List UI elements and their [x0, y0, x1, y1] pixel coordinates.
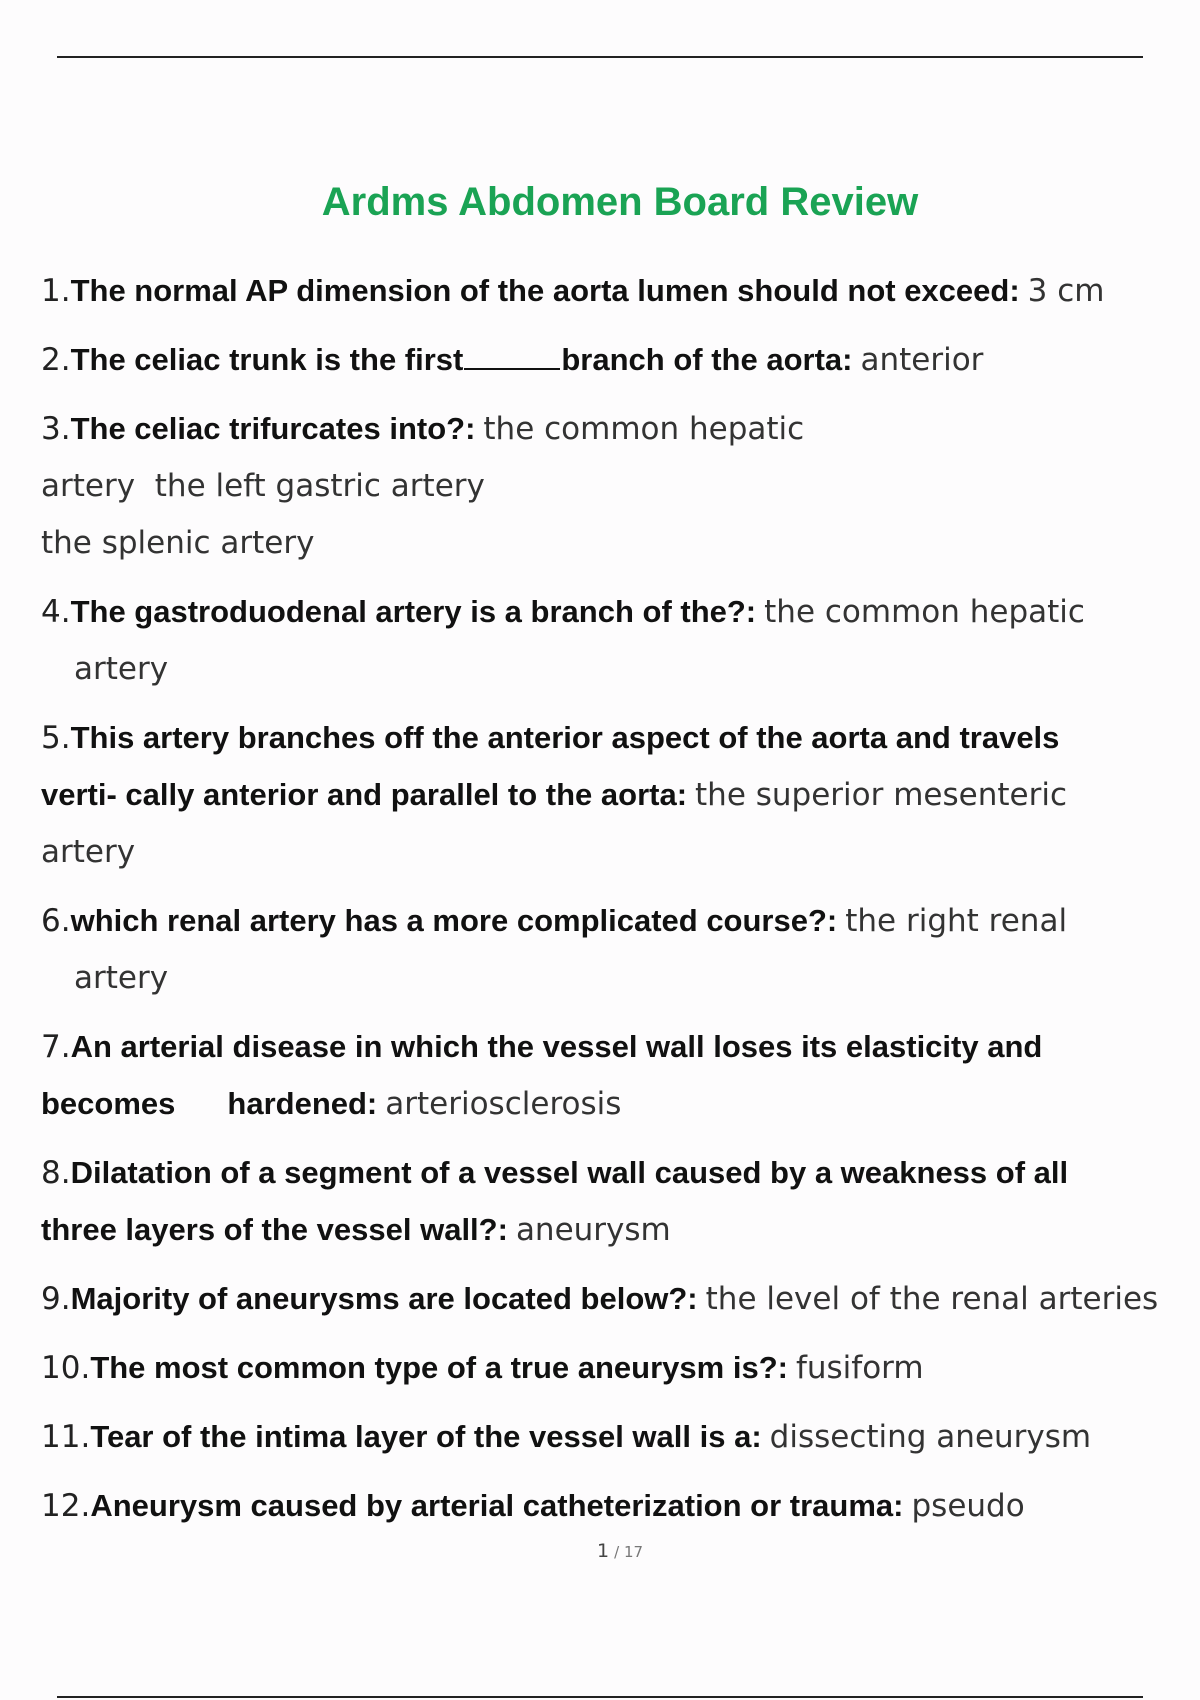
item-answer: the common hepatic: [483, 411, 805, 447]
item-question-cont: becomes: [41, 1086, 176, 1121]
bottom-rule: [57, 1696, 1143, 1698]
item-number: 1.: [41, 273, 71, 309]
page-current: 1: [596, 1540, 610, 1562]
qa-list: [41, 262, 1181, 1546]
item-answer: fusiform: [795, 1350, 924, 1386]
list-item: [41, 262, 1181, 319]
item-answer: pseudo: [911, 1488, 1025, 1524]
item-answer: 3 cm: [1027, 273, 1105, 309]
item-answer-cont: artery: [74, 960, 169, 996]
item-answer-cont: artery the left gastric artery: [41, 468, 485, 504]
item-answer: the level of the renal arteries: [705, 1281, 1159, 1317]
item-question: This artery branches off the anterior aspect of the aorta and travels: [70, 720, 1060, 755]
item-answer-cont: artery: [41, 834, 136, 870]
page-title: Ardms Abdomen Board Review: [321, 180, 919, 224]
item-question: An arterial disease in which the vessel wall loses its elasticity and: [70, 1029, 1043, 1064]
item-answer-cont: the splenic artery: [41, 525, 315, 561]
item-answer: the common hepatic: [764, 594, 1085, 630]
item-answer: the right renal: [845, 903, 1068, 939]
item-question-cont: verti- cally anterior and parallel to the aorta:: [41, 777, 688, 812]
item-number: 9.: [41, 1281, 71, 1317]
item-answer: anterior: [860, 342, 984, 378]
item-answer-cont: artery: [74, 651, 169, 687]
item-answer: aneurysm: [515, 1212, 671, 1248]
item-number: 8.: [41, 1155, 71, 1191]
item-question-cont: three layers of the vessel wall?:: [41, 1212, 508, 1247]
item-question: Aneurysm caused by arterial catheterization or trauma:: [90, 1488, 904, 1523]
item-number: 6.: [41, 903, 71, 939]
item-question: Dilatation of a segment of a vessel wall caused by a weakness of all: [70, 1155, 1069, 1190]
item-answer: the superior mesenteric: [695, 777, 1068, 813]
list-item: [41, 1018, 1181, 1132]
fill-in-blank: [464, 350, 560, 370]
list-item: [41, 1339, 1181, 1396]
page-total: / 17: [614, 1543, 644, 1561]
top-rule: [57, 56, 1143, 58]
list-item: [41, 400, 1181, 571]
item-number: 2.: [41, 342, 71, 378]
page-number: [0, 1540, 1200, 1562]
item-question: which renal artery has a more complicated course?:: [70, 903, 838, 938]
item-question: The gastroduodenal artery is a branch of the?:: [70, 594, 757, 629]
item-number: 7.: [41, 1029, 71, 1065]
item-question: Tear of the intima layer of the vessel wall is a:: [90, 1419, 762, 1454]
list-item: [41, 583, 1181, 697]
list-item: [41, 892, 1181, 1006]
item-number: 10.: [41, 1350, 91, 1386]
list-item: [41, 331, 1181, 388]
item-question-cont: branch of the aorta:: [561, 342, 853, 377]
item-answer: dissecting aneurysm: [769, 1419, 1092, 1455]
item-question: The celiac trifurcates into?:: [70, 411, 476, 446]
list-item: [41, 1477, 1181, 1534]
item-question-cont: hardened:: [227, 1086, 378, 1121]
item-number: 3.: [41, 411, 71, 447]
list-item: [41, 1270, 1181, 1327]
list-item: [41, 709, 1181, 880]
list-item: [41, 1144, 1181, 1258]
item-question: The celiac trunk is the first: [70, 342, 464, 377]
item-question: Majority of aneurysms are located below?:: [70, 1281, 698, 1316]
item-question: The most common type of a true aneurysm is?:: [90, 1350, 788, 1385]
item-question: The normal AP dimension of the aorta lumen should not exceed:: [70, 273, 1020, 308]
item-number: 11.: [41, 1419, 91, 1455]
item-number: 5.: [41, 720, 71, 756]
item-number: 4.: [41, 594, 71, 630]
list-item: [41, 1408, 1181, 1465]
item-number: 12.: [41, 1488, 91, 1524]
item-answer: arteriosclerosis: [385, 1086, 622, 1122]
